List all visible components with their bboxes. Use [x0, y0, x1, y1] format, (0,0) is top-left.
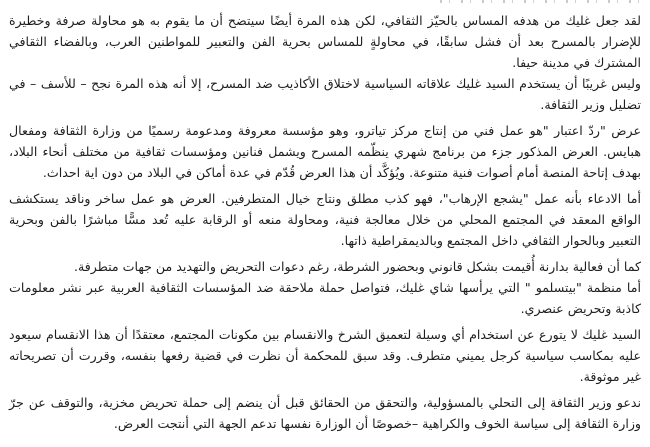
clipped-text-fragment: [440, 0, 640, 3]
paragraph-legal-event: كما أن فعالية بدارنة أُقيمت بشكل قانوني وبحضور الشرطة، رغم دعوات التحريض والتهديد من جهات متطرفة.: [74, 259, 641, 274]
paragraph-organization-campaign: أما منظمة "بيتسلمو " التي يرأسها شاي غليك، فتواصل حملة ملاحقة ضد المؤسسات الثقافية العربية عبر نشر معلومات كاذبة وتحريض عنصري.: [9, 280, 641, 316]
paragraph-glick-division: السيد غليك لا يتورع عن استخدام أي وسيلة لتعميق الشرخ والانقسام بين مكونات المجتمع، معتقدًا أن هذا الانقسام سيعود عليه بمكاسب سياسية كرجل يميني متطرف. وقد سبق للمحكمة أن نظرت في قضية رفعها بنفسه، وقررت أن تصريحاته غير موثوقة.: [9, 327, 641, 384]
paragraph-call-to-minister: ندعو وزير الثقافة إلى التحلي بالمسؤولية، والتحقق من الحقائق قبل أن ينضم إلى حملة تحريض مخزية، والتوقف عن جرّ وزارة الثقافة إلى سياسة الخوف والكراهية –خصوصًا أن الوزارة نفسها تدعم الجهة التي أنتجت العرض.: [9, 395, 641, 431]
paragraph-intro-glick-goal: لقد جعل غليك من هدفه المساس بالحيّز الثقافي، لكن هذه المرة أيضًا سيتضح أن ما يقوم به هو محاولة صرفة وخطيرة للإضرار بالمسرح بعد أن فشل سابقًا، في محاولةٍ للمساس بحرية الفن والتعبير للمواطنين العرب، وبالفضاء الثقافي المشترك في مدينة حيفا.: [9, 13, 641, 70]
paragraph-terror-claim-rebuttal: أما الادعاء بأنه عمل "يشجع الإرهاب"، فهو كذب مطلق ونتاج خيال المتطرفين. العرض هو عمل ساخر وناقد يستكشف الواقع المعقد في المجتمع المحلي من خلال معالجة فنية، ومحاولة منعه أو الرقابة عليه تُعد مسًّا مباشرًا بالفن وبحرية التعبير وبالحوار الثقافي داخل المجتمع وبالديمقراطية ذاتها.: [9, 191, 641, 248]
paragraph-political-lies: وليس غريبًا أن يستخدم السيد غليك علاقاته السياسية لاختلاق الأكاذيب ضد المسرح، إلا أنه هذه المرة نجح – للأسف – في تضليل وزير الثقافة.: [9, 76, 641, 112]
paragraph-show-description: عرض "ردّ اعتبار "هو عمل فني من إنتاج مركز تياترو، وهو مؤسسة معروفة ومدعومة رسميًا من وزارة الثقافة ومفعال هبايس. العرض المذكور جزء من برنامج شهري ينظّمه المسرح ويشمل فنانين ومؤسسات ثقافية من مختلف أنحاء البلاد، بهدف إتاحة المنصة أمام أصوات فنية متنوعة. ويُؤكَّد أن هذا العرض قُدّم في عدة أماكن في البلاد من دون اية احداث.: [9, 123, 641, 180]
